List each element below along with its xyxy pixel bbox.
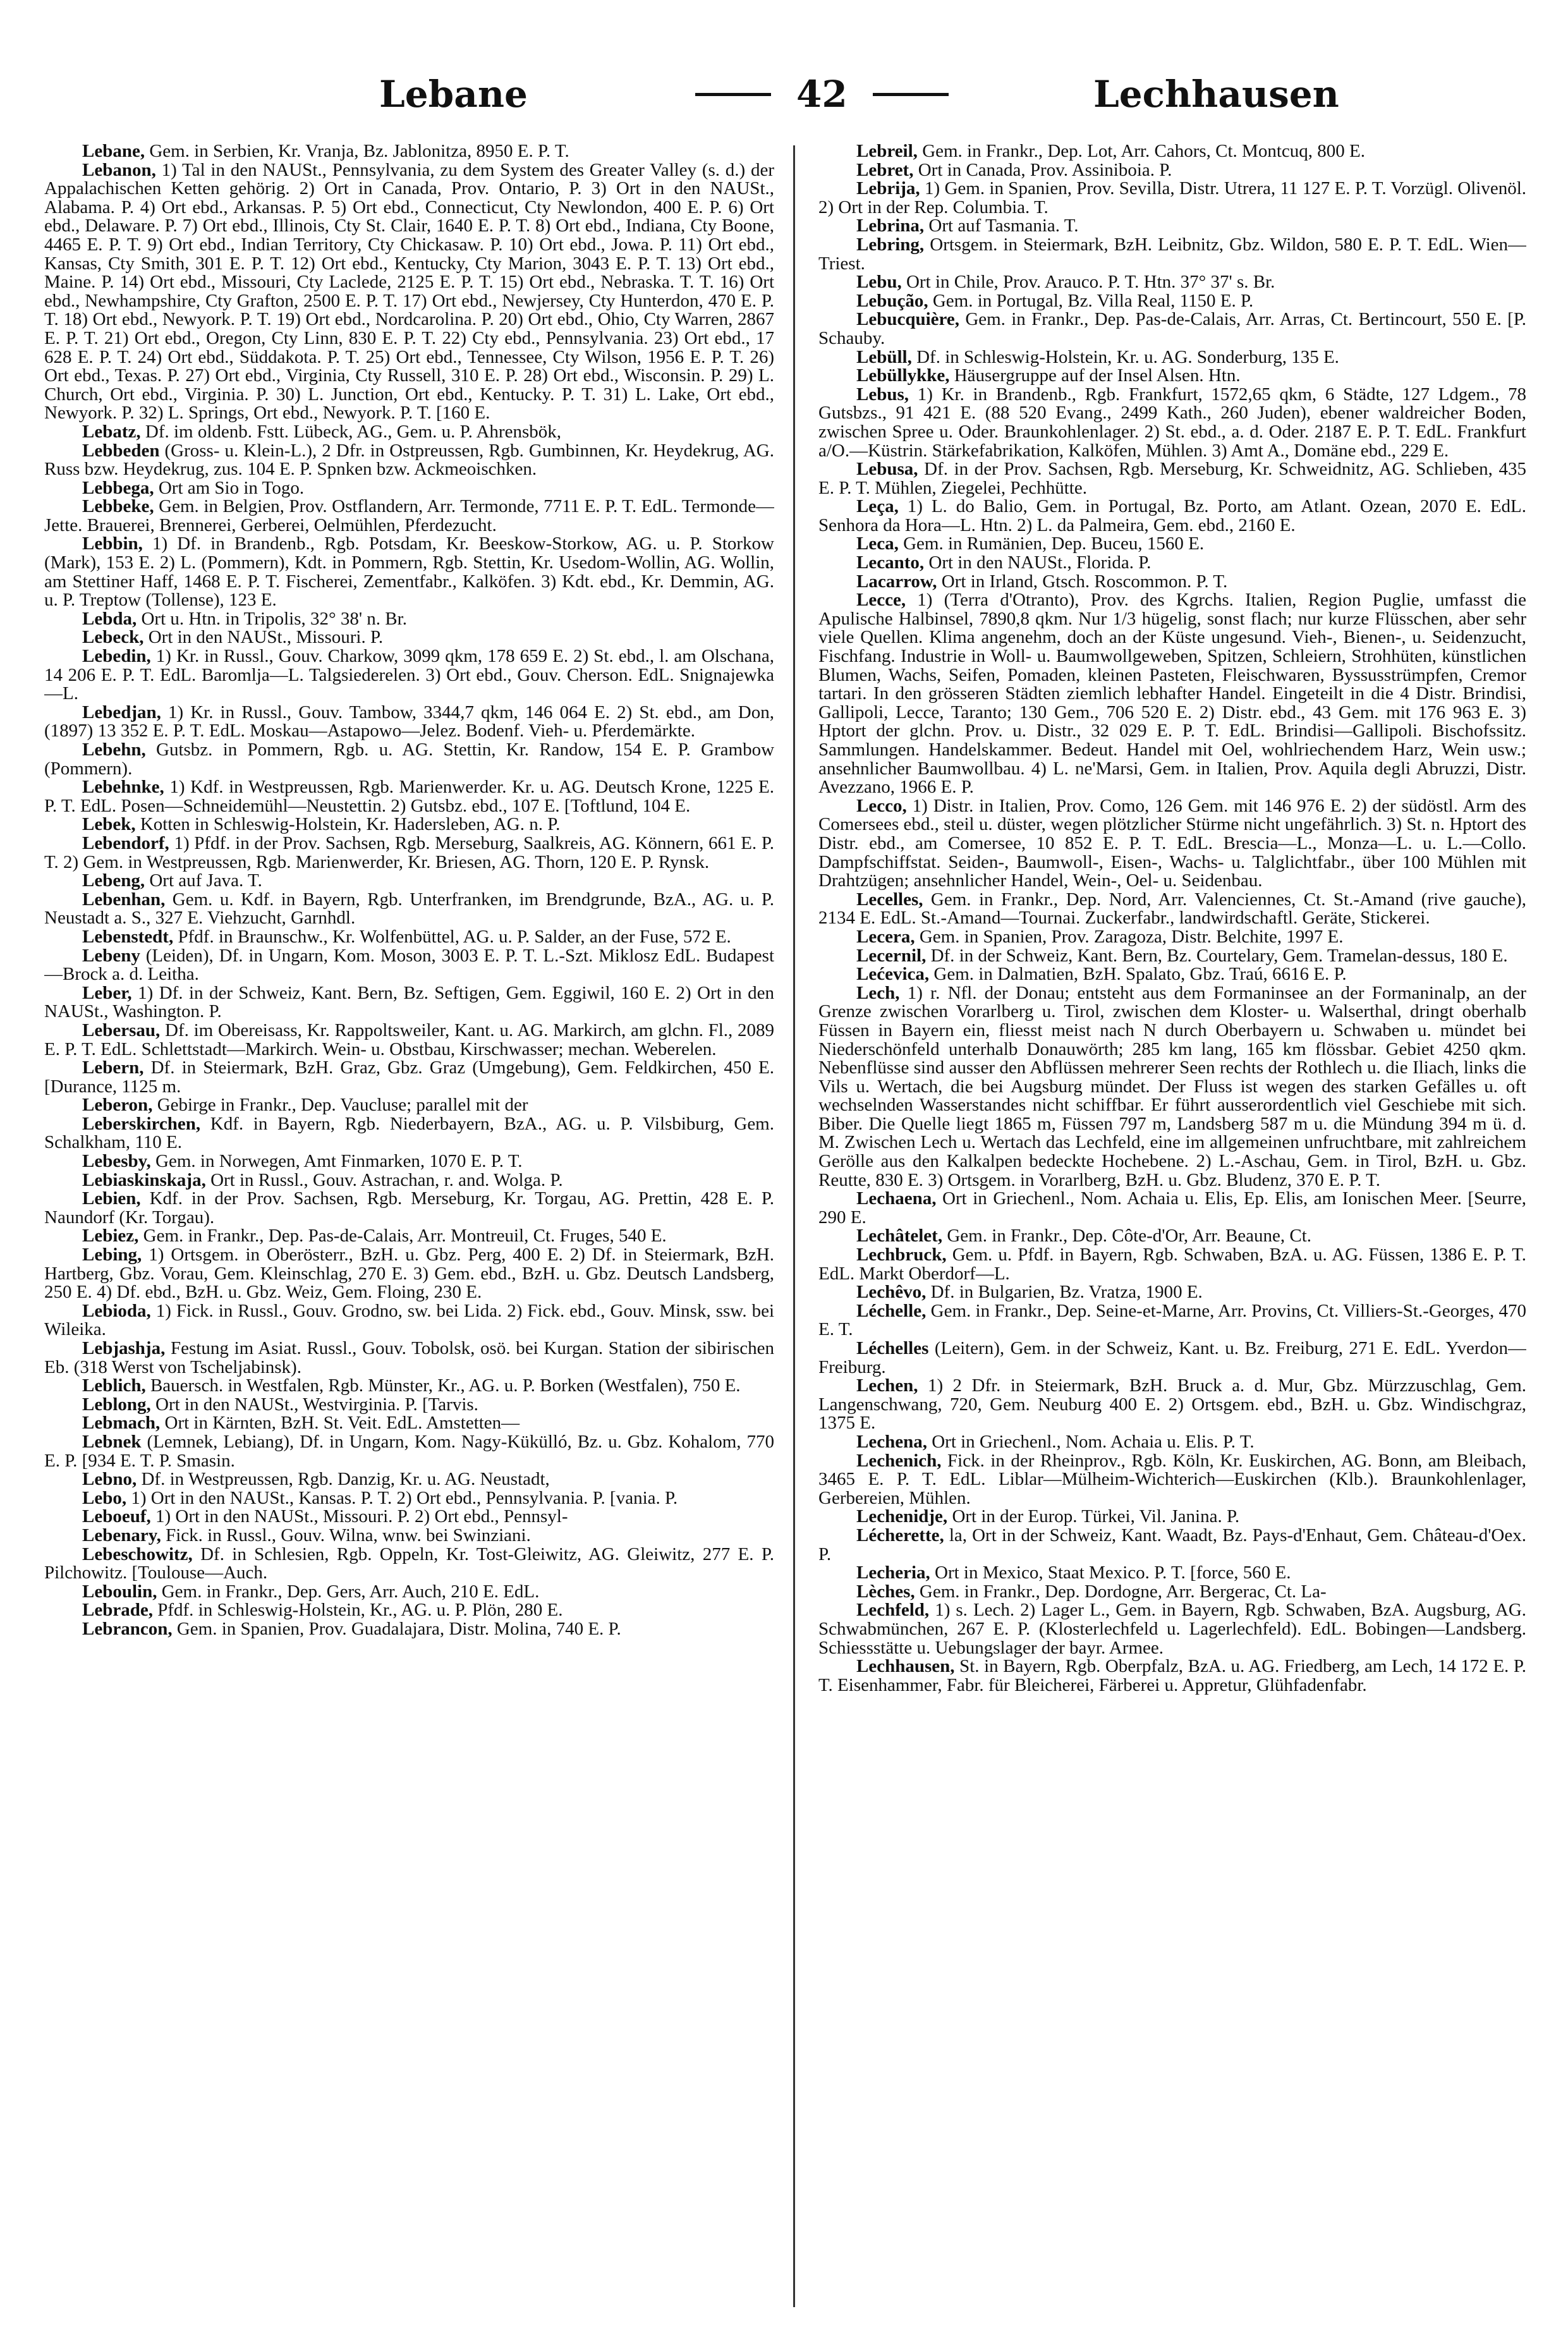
entry-text: 1) Gem. in Spanien, Prov. Sevilla, Distr. Utrera, 11 127 E. P. T. Vorzügl. Olivenöl. 2) Ort in der Rep. Columbia. T.	[818, 178, 1526, 217]
dictionary-entry	[44, 1096, 774, 1115]
entry-headword: Leblong,	[82, 1394, 151, 1415]
dictionary-entry	[44, 628, 774, 647]
entry-headword: Lebo,	[82, 1487, 127, 1508]
entry-text: Gem. in Frankr., Dep. Seine-et-Marne, Arr. Provins, Ct. Villiers-St.-Georges, 470 E. T.	[818, 1300, 1526, 1340]
entry-text: Ort in Mexico, Staat Mexico. P. T. [force, 560 E.	[935, 1563, 1291, 1583]
dictionary-entry	[818, 928, 1526, 947]
dictionary-entry	[818, 310, 1526, 348]
dictionary-entry	[44, 442, 774, 479]
dictionary-entry	[44, 815, 774, 834]
dictionary-entry	[818, 1227, 1526, 1246]
entry-headword: Lech,	[856, 982, 900, 1003]
entry-headword: Lebeschowitz,	[82, 1544, 193, 1564]
entry-text: Ort in Griechenl., Nom. Achaia u. Elis, Ep. Elis, am Ionischen Meer. [Seurre, 290 E.	[818, 1188, 1526, 1228]
page-number-block	[670, 73, 974, 116]
dictionary-entry	[44, 1227, 774, 1246]
entry-text: Bauersch. in Westfalen, Rgb. Münster, Kr., AG. u. P. Borken (Westfalen), 750 E.	[150, 1375, 741, 1396]
entry-text: Ort in Russl., Gouv. Astrachan, r. and. Wolga. P.	[210, 1169, 563, 1190]
entry-headword: Lechfeld,	[856, 1600, 930, 1621]
entry-headword: Lebüll,	[856, 346, 912, 367]
entry-headword: Lebien,	[82, 1188, 141, 1209]
entry-text: (Gross- u. Klein-L.), 2 Dfr. in Ostpreussen, Rgb. Gumbinnen, Kr. Heydekrug, AG. Russ bzw. Heydekrug, zus. 104 E. P. Spnken bzw. Ackmeoischken.	[44, 440, 774, 480]
entry-headword: Lebeny	[82, 945, 140, 966]
dictionary-entry	[818, 292, 1526, 311]
entry-headword: Lebiez,	[82, 1226, 139, 1246]
dictionary-entry	[818, 1302, 1526, 1339]
dictionary-entry	[818, 573, 1526, 592]
entry-text: Df. in der Schweiz, Kant. Bern, Bz. Courtelary, Gem. Tramelan-dessus, 180 E.	[930, 945, 1508, 966]
entry-text: Gem. in Serbien, Kr. Vranja, Bz. Jablonitza, 8950 E. P. T.	[149, 142, 569, 161]
dictionary-entry	[44, 1377, 774, 1396]
entry-text: Gem. u. Kdf. in Bayern, Rgb. Unterfranken, im Brendgrunde, BzA., AG. u. P. Neustadt a. S., 327 E. Viehzucht, Garnhdl.	[44, 889, 774, 929]
entry-text: Gem. in Frankr., Dep. Pas-de-Calais, Arr. Montreuil, Ct. Fruges, 540 E.	[143, 1226, 667, 1246]
dictionary-entry	[44, 891, 774, 928]
dictionary-entry	[818, 1190, 1526, 1227]
header-first-entry: Lebane	[379, 73, 528, 116]
dictionary-entry	[44, 142, 774, 161]
entry-headword: Lebjashja,	[82, 1338, 166, 1358]
entry-headword: Lèches,	[856, 1581, 915, 1602]
dictionary-entry	[44, 834, 774, 872]
entry-headword: Lebrancon,	[82, 1618, 173, 1639]
dictionary-entry	[818, 891, 1526, 928]
entry-text: Df. in Steiermark, BzH. Graz, Gbz. Graz (Umgebung), Gem. Feldkirchen, 450 E. [Durance, 1125 m.	[44, 1057, 774, 1097]
entry-headword: Lechbruck,	[856, 1245, 947, 1265]
dictionary-entry	[818, 535, 1526, 554]
dictionary-entry	[44, 1302, 774, 1339]
dictionary-entry	[44, 610, 774, 629]
header-rule-left	[695, 93, 771, 96]
entry-headword: Leboulin,	[82, 1581, 157, 1602]
header-last-entry: Lechhausen	[1093, 73, 1339, 116]
entry-text: Df. in Bulgarien, Bz. Vratza, 1900 E.	[930, 1282, 1203, 1303]
entry-headword: Lechaena,	[856, 1188, 937, 1209]
entry-headword: Lebiaskinskaja,	[82, 1169, 206, 1190]
dictionary-entry	[44, 161, 774, 423]
entry-headword: Lebenstedt,	[82, 926, 174, 947]
entry-text: 1) s. Lech. 2) Lager L., Gem. in Bayern, Rgb. Schwaben, BzA. Augsburg, AG. Schwabmünchen, 267 E. P. (Klosterlechfeld u. Lagerlechfeld). EdL. Bobingen—Landsberg. Schiessstätte u. Uebungslager der bayr. Armee.	[818, 1600, 1526, 1658]
entry-text: 1) Distr. in Italien, Prov. Como, 126 Gem. mit 146 976 E. 2) der südöstl. Arm des Comersees ebd., steil u. düster, wegen plötzlicher Stürme nicht ungefährlich. 3) St. n. Hptort des Distr. ebd., am Comersee, 10 852 E. P. T. EdL. Brescia—L., Monza—L. u. L.—Collo. Dampfschiffstat. Seiden-, Baumwoll-, Eisen-, Wachs- u. Talglichtfabr., über 100 Mühlen mit Drahtzügen; ansehnlicher Handel, Wein-, Oel- u. Seidenbau.	[818, 795, 1526, 891]
entry-headword: Lebbeden	[82, 440, 160, 461]
entry-text: Gebirge in Frankr., Dep. Vaucluse; parallel mit der	[157, 1095, 528, 1116]
entry-text: Gem. in Rumänien, Dep. Buceu, 1560 E.	[903, 533, 1205, 554]
entry-headword: Lebbin,	[82, 533, 143, 554]
entry-headword: Leboeuf,	[82, 1506, 151, 1527]
entry-headword: Lebenary,	[82, 1525, 161, 1545]
entry-headword: Lebrina,	[856, 216, 925, 236]
entry-headword: Lecera,	[856, 926, 915, 947]
entry-headword: Lebeck,	[82, 627, 144, 648]
dictionary-entry	[818, 236, 1526, 273]
entry-text: 1) Tal in den NAUSt., Pennsylvania, zu dem System des Greater Valley (s. d.) der Appalachischen Ketten gehörig. 2) Ort in Canada, Prov. Ontario, P. 3) Ort in den NAUSt., Alabama. P. 4) Ort ebd., Arkansas. P. 5) Ort ebd., Connecticut, Cty Newlondon, 400 E. P. 6) Ort ebd., Delaware. P. 7) Ort ebd., Illinois, Cty St. Clair, 1640 E. P. T. 8) Ort ebd., Indiana, Cty Boone, 4465 E. P. T. 9) Ort ebd., Indian Territory, Cty Chickasaw. P. 10) Ort ebd., Jowa. P. 11) Ort ebd., Kansas, Cty Smith, 301 E. P. T. 12) Ort ebd., Kentucky, Cty Marion, 3043 E. P. T. 13) Ort ebd., Maine. P. 14) Ort ebd., Missouri, Cty Laclede, 2125 E. P. T. 15) Ort ebd., Nebraska. T. T. 16) Ort ebd., Newhampshire, Cty Grafton, 2500 E. P. T. 17) Ort ebd., Newjersey, Cty Hunterdon, 470 E. P. T. 18) Ort ebd., Newyork. P. T. 19) Ort ebd., Nordcarolina. P. 20) Ort ebd., Ohio, Cty Warren, 2867 E. P. T. 21) Ort ebd., Oregon, Cty Linn, 830 E. P. T. 22) Cty ebd., Pennsylvania. 23) Ort ebd., 17 628 E. P. T. 24) Ort ebd., Süddakota. P. T. 25) Ort ebd., Tennessee, Cty Wilson, 1956 E. P. T. 26) Ort ebd., Texas. P. 27) Ort ebd., Virginia, Cty Russell, 310 E. P. 28) Ort ebd., Wisconsin. P. 29) L. Church, Ort ebd., Virginia. P. 30) L. Junction, Ort ebd., Kentucky. P. T. 31) L. Lake, Ort ebd., Newyork. P. 32) L. Springs, Ort ebd., Newyork. P. T. [160 E.	[44, 159, 774, 424]
entry-headword: Lebrija,	[856, 178, 920, 199]
entry-headword: Lebda,	[82, 608, 137, 629]
dictionary-entry	[44, 1115, 774, 1152]
entry-headword: Leberskirchen,	[82, 1113, 201, 1134]
entry-headword: Lebnek	[82, 1431, 142, 1452]
header-rule-right	[873, 93, 949, 96]
entry-text: Ort in den NAUSt., Missouri. P.	[148, 627, 384, 648]
entry-headword: Leber,	[82, 982, 132, 1003]
entry-headword: Lebret,	[856, 159, 914, 180]
entry-headword: Lechenidje,	[856, 1506, 948, 1527]
entry-text: Festung im Asiat. Russl., Gouv. Tobolsk, osö. bei Kurgan. Station der sibirischen Eb. (318 Werst von Tscheljabinsk).	[44, 1338, 774, 1377]
dictionary-entry	[44, 1171, 774, 1190]
entry-headword: Lebucquière,	[856, 309, 959, 330]
entry-headword: Lebing,	[82, 1245, 142, 1265]
entry-headword: Lechêvo,	[856, 1282, 927, 1303]
page-header	[0, 60, 1568, 130]
dictionary-entry	[44, 647, 774, 704]
entry-headword: Lebedjan,	[82, 702, 161, 722]
entry-text: Fick. in Russl., Gouv. Wilna, wnw. bei Swinziani.	[166, 1525, 531, 1545]
dictionary-entry	[44, 1414, 774, 1433]
entry-headword: Lebu,	[856, 272, 902, 293]
entry-headword: Lebesby,	[82, 1151, 151, 1172]
entry-text: Gem. u. Pfdf. in Bayern, Rgb. Schwaben, BzA. u. AG. Füssen, 1386 E. P. T. EdL. Markt Oberdorf—L.	[818, 1245, 1526, 1284]
entry-text: Gem. in Frankr., Dep. Côte-d'Or, Arr. Beaune, Ct.	[947, 1226, 1312, 1246]
entry-headword: Lechena,	[856, 1431, 927, 1452]
dictionary-entry	[818, 273, 1526, 292]
dictionary-entry	[818, 367, 1526, 386]
entry-text: Ort auf Tasmania. T.	[928, 216, 1079, 236]
dictionary-entry	[44, 778, 774, 815]
entry-text: Pfdf. in Braunschw., Kr. Wolfenbüttel, AG. u. P. Salder, an der Fuse, 572 E.	[178, 926, 731, 947]
entry-text: Gutsbz. in Pommern, Rgb. u. AG. Stettin, Kr. Randow, 154 E. P. Grambow (Pommern).	[44, 740, 774, 779]
entry-text: Kotten in Schleswig-Holstein, Kr. Hadersleben, AG. n. P.	[140, 814, 561, 835]
dictionary-entry	[44, 1246, 774, 1302]
dictionary-entry	[818, 1657, 1526, 1695]
entry-headword: Lechen,	[856, 1375, 918, 1396]
entry-text: 1) Kr. in Brandenb., Rgb. Frankfurt, 1572,65 qkm, 6 Städte, 127 Ldgem., 78 Gutsbzs., 91 421 E. (88 520 Evang., 2499 Kath., 260 Juden), ebener waldreicher Boden, zwischen Spree u. Oder. Braunkohlenlager. 2) St. ebd., a. d. Oder. 2187 E. P. T. EdL. Frankfurt a/O.—Küstrin. Stärkefabrikation, Kalköfen, Mühlen. 3) Amt A., Domäne ebd., 229 E.	[818, 384, 1526, 461]
entry-text: Df. im Obereisass, Kr. Rappoltsweiler, Kant. u. AG. Markirch, am glchn. Fl., 2089 E. P. T. EdL. Schlettstadt—Markirch. Wein- u. Obstbau, Kirschwasser; mechan. Weberelen.	[44, 1020, 774, 1059]
entry-headword: Lecelles,	[856, 889, 923, 910]
entry-text: 1) Ort in den NAUSt., Kansas. P. T. 2) Ort ebd., Pennsylvania. P. [vania. P.	[131, 1487, 678, 1508]
entry-text: la, Ort in der Schweiz, Kant. Waadt, Bz. Pays-d'Enhaut, Gem. Château-d'Oex. P.	[818, 1525, 1526, 1564]
entry-text: Ort in der Europ. Türkei, Vil. Janina. P.	[952, 1506, 1240, 1527]
entry-text: Df. im oldenb. Fstt. Lübeck, AG., Gem. u. P. Ahrensbök,	[145, 421, 561, 442]
entry-text: 1) Ort in den NAUSt., Missouri. P. 2) Ort ebd., Pennsyl-	[155, 1506, 568, 1527]
entry-headword: Lecco,	[856, 795, 907, 816]
dictionary-entry	[44, 1526, 774, 1545]
entry-headword: Lebbega,	[82, 477, 154, 498]
entry-headword: Léchelle,	[856, 1300, 927, 1321]
entry-text: Gem. in Spanien, Prov. Guadalajara, Distr. Molina, 740 E. P.	[176, 1618, 621, 1639]
dictionary-entry	[44, 1620, 774, 1639]
dictionary-entry	[818, 1339, 1526, 1377]
dictionary-entry	[44, 741, 774, 778]
entry-headword: Lechenich,	[856, 1450, 942, 1471]
entry-text: Ort in Canada, Prov. Assiniboia. P.	[918, 159, 1172, 180]
entry-text: St. in Bayern, Rgb. Oberpfalz, BzA. u. AG. Friedberg, am Lech, 14 172 E. P. T. Eisenhammer, Fabr. für Bleicherei, Färberei u. Appretur, Glühfadenfabr.	[818, 1656, 1526, 1695]
entry-headword: Lebusa,	[856, 459, 918, 480]
dictionary-entry	[818, 1508, 1526, 1526]
dictionary-entry	[44, 984, 774, 1021]
dictionary-entry	[44, 1470, 774, 1489]
entry-text: Ort in Griechenl., Nom. Achaia u. Elis. P. T.	[932, 1431, 1255, 1452]
dictionary-entry	[818, 591, 1526, 797]
dictionary-entry	[818, 1564, 1526, 1583]
entry-headword: Lebno,	[82, 1469, 137, 1490]
entry-text: Gem. in Frankr., Dep. Nord, Arr. Valenciennes, Ct. St.-Amand (rive gauche), 2134 E. EdL. St.-Amand—Tournai. Zuckerfabr., landwirdschaftl. Geräte, Stickerei.	[818, 889, 1526, 929]
entry-headword: Leca,	[856, 533, 899, 554]
dictionary-entry	[818, 1246, 1526, 1283]
entry-headword: Léchelles	[856, 1338, 929, 1358]
entry-headword: Lebus,	[856, 384, 909, 405]
entry-headword: Lebring,	[856, 234, 925, 255]
dictionary-entry	[818, 161, 1526, 180]
dictionary-entry	[818, 554, 1526, 573]
entry-text: 1) Df. in Brandenb., Rgb. Potsdam, Kr. Beeskow-Storkow, AG. u. P. Storkow (Mark), 153 E. 2) L. (Pommern), Kdt. in Pommern, Rgb. Stettin, Kr. Usedom-Wollin, AG. Wollin, am Stettiner Haff, 1468 E. P. T. Fischerei, Zementfabr., Kalköfen. 3) Kdt. ebd., Kr. Demmin, AG. u. P. Treptow (Tollense), 123 E.	[44, 533, 774, 611]
entry-text: Kdf. in Bayern, Rgb. Niederbayern, BzA., AG. u. P. Vilsbiburg, Gem. Schalkham, 110 E.	[44, 1113, 774, 1153]
dictionary-entry	[818, 348, 1526, 367]
entry-text: 1) Kr. in Russl., Gouv. Tambow, 3344,7 qkm, 146 064 E. 2) St. ebd., am Don, (1897) 13 352 E. P. T. EdL. Moskau—Astapowo—Jelez. Bodenf. Vieh- u. Pferdemärkte.	[44, 702, 774, 741]
entry-text: Df. in der Prov. Sachsen, Rgb. Merseburg, Kr. Schweidnitz, AG. Schlieben, 435 E. P. T. Mühlen, Ziegelei, Pechhütte.	[818, 459, 1526, 498]
dictionary-entry	[818, 1583, 1526, 1602]
entry-headword: Lechhausen,	[856, 1656, 955, 1677]
entry-headword: Lebatz,	[82, 421, 141, 442]
dictionary-entry	[44, 1583, 774, 1602]
entry-text: 1) Ortsgem. in Oberösterr., BzH. u. Gbz. Perg, 400 E. 2) Df. in Steiermark, BzH. Hartberg, Gbz. Vorau, Gem. Kleinschlag, 270 E. 3) Gem. ebd., BzH. u. Gbz. Deutsch Landsberg, 250 E. 4) Df. ebd., BzH. u. Gbz. Weiz, Gem. Floing, 230 E.	[44, 1245, 774, 1303]
entry-headword: Lebenhan,	[82, 889, 166, 910]
entry-text: Ort in Kärnten, BzH. St. Veit. EdL. Amstetten—	[164, 1413, 520, 1434]
entry-headword: Lebehn,	[82, 740, 146, 760]
entry-headword: Lebendorf,	[82, 832, 169, 853]
entry-text: Gem. in Dalmatien, BzH. Spalato, Gbz. Traú, 6616 E. P.	[933, 964, 1347, 985]
entry-text: 1) Kdf. in Westpreussen, Rgb. Marienwerder. Kr. u. AG. Deutsch Krone, 1225 E. P. T. EdL. Posen—Schneidemühl—Neustettin. 2) Gutsbz. ebd., 107 E. [Toftlund, 104 E.	[44, 777, 774, 816]
entry-text: Gem. in Portugal, Bz. Villa Real, 1150 E. P.	[932, 290, 1254, 311]
entry-headword: Lebane,	[82, 142, 145, 161]
entry-headword: Lecce,	[856, 590, 906, 611]
entry-headword: Lacarrow,	[856, 571, 937, 592]
dictionary-entry	[44, 1396, 774, 1415]
entry-text: Df. in Westpreussen, Rgb. Danzig, Kr. u. AG. Neustadt,	[141, 1469, 550, 1490]
entry-headword: Lebek,	[82, 814, 136, 835]
entry-text: Ort in Chile, Prov. Arauco. P. T. Htn. 37° 37' s. Br.	[906, 272, 1275, 293]
dictionary-entry	[44, 423, 774, 442]
entry-text: 1) r. Nfl. der Donau; entsteht aus dem Formaninsee an der Formaninalp, an der Grenze zwischen Vorarlberg u. Tirol, zwischen dem Kloster- u. Walserthal, dringt oberhalb Füssen in Bayern ein, fliesst meist nach N durch Oberbayern u. Schwaben u. mündet bei Niederschönfeld unterhalb Donauwörth; 285 km lang, 165 km flössbar. Gebiet 4250 qkm. Nebenflüsse sind ausser den Abflüssen mehrerer Seen rechts der Rothlech u. die Iliach, links die Vils u. Wertach, die bei Augsburg mündet. Der Fluss ist wegen des starken Gefälles u. oft wechselnden Wasserstandes nicht schiffbar. Er führt ausserordentlich viel Geschiebe mit sich. Biber. Die Quelle liegt 1865 m, Füssen 797 m, Landsberg 587 m u. die Mündung 394 m ü. d. M. Zwischen Lech u. Wertach das Lechfeld, eine im allgemeinen unfruchtbare, mit zahlreichem Gerölle aus den Kalkalpen bedeckte Hochebene. 2) L.-Aschau, Gem. in Tirol, BzH. u. Gbz. Reutte, 830 E. 3) Ortsgem. in Vorarlberg, BzH. u. Gbz. Bludenz, 370 E. P. T.	[818, 982, 1526, 1190]
entry-headword: Lebüllykke,	[856, 365, 950, 386]
entry-headword: Lebehnke,	[82, 777, 164, 798]
dictionary-entry	[44, 704, 774, 741]
dictionary-entry	[818, 965, 1526, 984]
dictionary-entry	[44, 1190, 774, 1227]
entry-headword: Lebução,	[856, 290, 928, 311]
dictionary-entry	[44, 535, 774, 609]
dictionary-entry	[818, 1601, 1526, 1657]
entry-text: Df. in Schleswig-Holstein, Kr. u. AG. Sonderburg, 135 E.	[916, 346, 1339, 367]
dictionary-entry	[818, 460, 1526, 497]
entry-text: Ort am Sio in Togo.	[158, 477, 305, 498]
dictionary-entry	[44, 479, 774, 498]
dictionary-entry	[818, 142, 1526, 161]
entry-headword: Lebbeke,	[82, 496, 154, 517]
entry-text: Gem. in Frankr., Dep. Pas-de-Calais, Arr. Arras, Ct. Bertincourt, 550 E. [P. Schauby.	[818, 309, 1526, 348]
entry-text: Ortsgem. in Steiermark, BzH. Leibnitz, Gbz. Wildon, 580 E. P. T. EdL. Wien—Triest.	[818, 234, 1526, 274]
dictionary-entry	[818, 217, 1526, 236]
page-number: 42	[796, 73, 848, 116]
entry-headword: Lecernil,	[856, 945, 927, 966]
entry-headword: Lechâtelet,	[856, 1226, 943, 1246]
entry-headword: Lecheria,	[856, 1563, 930, 1583]
entry-text: (Leitern), Gem. in der Schweiz, Kant. u. Bz. Freiburg, 271 E. EdL. Yverdon—Freiburg.	[818, 1338, 1526, 1377]
entry-headword: Lebedin,	[82, 646, 151, 667]
entry-text: Kdf. in der Prov. Sachsen, Rgb. Merseburg, Kr. Torgau, AG. Prettin, 428 E. P. Naundorf (Kr. Torgau).	[44, 1188, 774, 1228]
dictionary-entry	[44, 1508, 774, 1526]
dictionary-entry	[44, 1059, 774, 1096]
dictionary-entry	[818, 386, 1526, 460]
dictionary-entry	[44, 1339, 774, 1377]
dictionary-entry	[818, 984, 1526, 1190]
entry-text: Ort auf Java. T.	[149, 870, 262, 891]
dictionary-entry	[818, 797, 1526, 891]
entry-text: 1) (Terra d'Otranto), Prov. des Kgrchs. Italien, Region Puglie, umfasst die Apulische Halbinsel, 7890,8 qkm. Nur 1/3 hügelig, sonst flach; nur kurze Flüsschen, aber sehr viele Quellen. Klima angenehm, doch an der Küste ungesund. Vieh-, Bienen-, u. Seidenzucht, Fischfang. Industrie in Woll- u. Baumwollgeweben, Spitzen, Schleiern, Strohhüten, künstlichen Blumen, Wachs, Seifen, Pomaden, kleinen Pasteten, Fleischwaren, Byssusstrümpfen, Cremor tartari. In den grösseren Städten ziemlich lebhafter Handel. Eingeteilt in die 4 Distr. Brindisi, Gallipoli, Lecce, Taranto; 130 Gem., 706 520 E. 2) Distr. ebd., 43 Gem. mit 176 963 E. 3) Hptort der glchn. Prov. u. Distr., 32 029 E. P. T. EdL. Brindisi—Gallipoli. Bischofssitz. Sammlungen. Handelskammer. Bedeut. Handel mit Oel, wohlriechendem Harz, Wein usw.; ansehnlicher Baumwollbau. 4) L. ne'Marsi, Gem. in Italien, Prov. Aquila degli Abruzzi, Distr. Avezzano, 1966 E. P.	[818, 590, 1526, 798]
dictionary-entry	[818, 1433, 1526, 1452]
dictionary-entry	[44, 928, 774, 947]
dictionary-entry	[44, 1152, 774, 1171]
entry-text: Gem. in Spanien, Prov. Zaragoza, Distr. Belchite, 1997 E.	[919, 926, 1344, 947]
entry-text: 1) 2 Dfr. in Steiermark, BzH. Bruck a. d. Mur, Gbz. Mürzzuschlag, Gem. Langenschwang, 720, Gem. Neuburg 400 E. 2) Ortsgem. ebd., BzH. u. Gbz. Windischgraz, 1375 E.	[818, 1375, 1526, 1434]
entry-text: Pfdf. in Schleswig-Holstein, Kr., AG. u. P. Plön, 280 E.	[157, 1600, 563, 1621]
dictionary-entry	[44, 872, 774, 891]
entry-headword: Lebersau,	[82, 1020, 161, 1040]
dictionary-entry	[44, 1545, 774, 1583]
entry-headword: Leblich,	[82, 1375, 146, 1396]
entry-headword: Lebern,	[82, 1057, 144, 1078]
dictionary-entry	[44, 1021, 774, 1059]
entry-text: 1) L. do Balio, Gem. in Portugal, Bz. Porto, am Atlant. Ozean, 2070 E. EdL. Senhora da Hora—L. Htn. 2) L. da Palmeira, Gem. ebd., 2160 E.	[818, 496, 1526, 535]
dictionary-entry	[818, 1452, 1526, 1508]
entry-text: (Leiden), Df. in Ungarn, Kom. Moson, 3003 E. P. T. L.-Szt. Miklosz EdL. Budapest—Brock a. d. Leitha.	[44, 945, 774, 985]
entry-headword: Lebeng,	[82, 870, 145, 891]
entry-headword: Lećevica,	[856, 964, 930, 985]
entry-text: Häusergruppe auf der Insel Alsen. Htn.	[954, 365, 1241, 386]
entry-text: Ort in Irland, Gtsch. Roscommon. P. T.	[941, 571, 1228, 592]
column-divider	[793, 145, 795, 2307]
entry-text: (Lemnek, Lebiang), Df. in Ungarn, Kom. Nagy-Kükülló, Bz. u. Gbz. Kohalom, 770 E. P. [934 E. T. P. Smasin.	[44, 1431, 774, 1471]
entry-text: Gem. in Frankr., Dep. Gers, Arr. Auch, 210 E. EdL.	[161, 1581, 540, 1602]
entry-text: 1) Pfdf. in der Prov. Sachsen, Rgb. Merseburg, Saalkreis, AG. Könnern, 661 E. P. T. 2) Gem. in Westpreussen, Rgb. Marienwerder, Kr. Briesen, AG. Thorn, 120 E. P. Rynsk.	[44, 832, 774, 872]
dictionary-entry	[818, 180, 1526, 217]
entry-headword: Lecanto,	[856, 552, 925, 573]
dictionary-entry	[818, 1283, 1526, 1302]
entry-text: Ort u. Htn. in Tripolis, 32° 38' n. Br.	[141, 608, 407, 629]
entry-text: Gem. in Belgien, Prov. Ostflandern, Arr. Termonde, 7711 E. P. T. EdL. Termonde—Jette. Brauerei, Brennerei, Gerberei, Oelmühlen, Pferdezucht.	[44, 496, 774, 535]
entry-headword: Lebreil,	[856, 142, 918, 161]
entry-text: 1) Kr. in Russl., Gouv. Charkow, 3099 qkm, 178 659 E. 2) St. ebd., l. am Olschana, 14 206 E. P. T. EdL. Baromlja—L. Talgsiederelen. 3) Ort ebd., Gouv. Cherson. EdL. Snignajewka—L.	[44, 646, 774, 704]
dictionary-entry	[818, 947, 1526, 966]
entry-text: Fick. in der Rheinprov., Rgb. Köln, Kr. Euskirchen, AG. Bonn, am Bleibach, 3465 E. P. T. EdL. Liblar—Mülheim-Wichterich—Euskirchen (Klb.). Braunkohlenlager, Gerbereien, Mühlen.	[818, 1450, 1526, 1508]
dictionary-entry	[44, 1601, 774, 1620]
dictionary-entry	[44, 1433, 774, 1470]
dictionary-entry	[818, 1377, 1526, 1433]
entry-headword: Lebanon,	[82, 159, 156, 180]
entry-headword: Lebrade,	[82, 1600, 153, 1621]
entry-text: Gem. in Norwegen, Amt Finmarken, 1070 E. P. T.	[155, 1151, 523, 1172]
dictionary-entry	[818, 497, 1526, 535]
dictionary-entry	[818, 1526, 1526, 1564]
entry-headword: Lécherette,	[856, 1525, 944, 1545]
entry-text: 1) Fick. in Russl., Gouv. Grodno, sw. bei Lida. 2) Fick. ebd., Gouv. Minsk, ssw. bei Wileika.	[44, 1300, 774, 1340]
entry-text: 1) Df. in der Schweiz, Kant. Bern, Bz. Seftigen, Gem. Eggiwil, 160 E. 2) Ort in den NAUSt., Washington. P.	[44, 982, 774, 1022]
dictionary-entry	[44, 1489, 774, 1508]
entry-text: Gem. in Frankr., Dep. Dordogne, Arr. Bergerac, Ct. La-	[919, 1581, 1327, 1602]
entry-text: Df. in Schlesien, Rgb. Oppeln, Kr. Tost-Gleiwitz, AG. Gleiwitz, 277 E. P. Pilchowitz. [Toulouse—Auch.	[44, 1544, 774, 1583]
entry-headword: Lebmach,	[82, 1413, 161, 1434]
entry-text: Ort in den NAUSt., Florida. P.	[928, 552, 1152, 573]
dictionary-entry	[44, 497, 774, 535]
entry-text: Gem. in Frankr., Dep. Lot, Arr. Cahors, Ct. Montcuq, 800 E.	[922, 142, 1365, 161]
entry-text: Ort in den NAUSt., Westvirginia. P. [Tarvis.	[155, 1394, 478, 1415]
entry-headword: Leça,	[856, 496, 899, 517]
entry-headword: Leberon,	[82, 1095, 153, 1116]
dictionary-entry	[44, 947, 774, 984]
entry-headword: Lebioda,	[82, 1300, 151, 1321]
left-column	[44, 142, 774, 2310]
right-column	[818, 142, 1526, 2310]
